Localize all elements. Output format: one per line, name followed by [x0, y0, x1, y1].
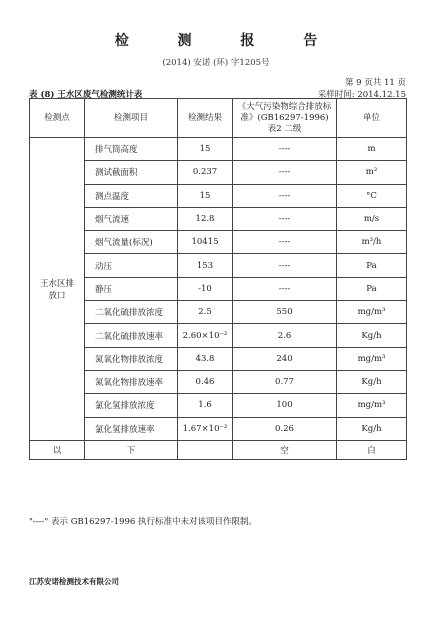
cell-unit: Kg/h [337, 370, 407, 393]
cell-unit: m [337, 138, 407, 161]
cell-standard: 0.26 [233, 417, 337, 440]
table-row [30, 370, 407, 393]
page-info: 第 9 页共 11 页 [344, 78, 406, 88]
cell-standard: 240 [233, 347, 337, 370]
table-header-row [30, 99, 407, 138]
end-row-cell: 下 [85, 440, 178, 459]
cell-item: 烟气流量(标况) [85, 231, 178, 254]
sampling-point-cell: 王水区排放口 [30, 138, 85, 441]
cell-standard: ---- [233, 277, 337, 300]
cell-result: 0.237 [178, 161, 233, 184]
cell-item: 测点温度 [85, 184, 178, 207]
cell-unit: m/s [337, 207, 407, 230]
cell-standard: 550 [233, 301, 337, 324]
document-number: (2014) 安诺 (环) 字1205号 [162, 58, 270, 68]
cell-result: 43.8 [178, 347, 233, 370]
cell-standard: ---- [233, 138, 337, 161]
cell-standard: 100 [233, 394, 337, 417]
cell-unit: mg/m³ [337, 347, 407, 370]
cell-result: 1.6 [178, 394, 233, 417]
report-title: 检 测 报 告 [114, 33, 340, 49]
end-row-cell: 空 [233, 440, 337, 459]
cell-result: 1.67×10⁻² [178, 417, 233, 440]
header-unit: 单位 [337, 99, 407, 138]
cell-item: 氯化氢排放速率 [85, 417, 178, 440]
end-of-table-row [30, 440, 407, 459]
table-row [30, 394, 407, 417]
table-row [30, 138, 407, 161]
cell-result: 15 [178, 184, 233, 207]
table-title: 表 (8) 王水区废气检测统计表 [29, 90, 143, 100]
cell-unit: Kg/h [337, 324, 407, 347]
end-row-cell: 以 [30, 440, 85, 459]
cell-result: -10 [178, 277, 233, 300]
cell-result: 15 [178, 138, 233, 161]
cell-standard: ---- [233, 207, 337, 230]
end-row-cell [178, 440, 233, 459]
table-row [30, 301, 407, 324]
header-point: 检测点 [30, 99, 85, 138]
table-row [30, 417, 407, 440]
cell-result: 2.60×10⁻² [178, 324, 233, 347]
cell-standard: ---- [233, 254, 337, 277]
cell-standard: 2.6 [233, 324, 337, 347]
cell-unit: m² [337, 161, 407, 184]
end-row-cell: 白 [337, 440, 407, 459]
table-row [30, 207, 407, 230]
table-row [30, 231, 407, 254]
cell-unit: m³/h [337, 231, 407, 254]
cell-result: 10415 [178, 231, 233, 254]
table-row [30, 347, 407, 370]
header-item: 检测项目 [85, 99, 178, 138]
cell-unit: °C [337, 184, 407, 207]
cell-item: 烟气流速 [85, 207, 178, 230]
cell-item: 氯化氢排放浓度 [85, 394, 178, 417]
sample-time: 采样时间: 2014.12.15 [317, 90, 406, 100]
table-row [30, 254, 407, 277]
cell-item: 测试截面积 [85, 161, 178, 184]
table-row [30, 324, 407, 347]
table-row [30, 184, 407, 207]
cell-result: 0.46 [178, 370, 233, 393]
cell-unit: Kg/h [337, 417, 407, 440]
table-row [30, 161, 407, 184]
company-name: 江苏安诺检测技术有限公司 [29, 577, 119, 586]
cell-result: 153 [178, 254, 233, 277]
cell-standard: ---- [233, 161, 337, 184]
cell-item: 氮氧化物排放速率 [85, 370, 178, 393]
cell-item: 二氧化硫排放速率 [85, 324, 178, 347]
cell-item: 排气筒高度 [85, 138, 178, 161]
emissions-table [29, 98, 407, 460]
table-row [30, 277, 407, 300]
cell-standard: 0.77 [233, 370, 337, 393]
cell-unit: Pa [337, 254, 407, 277]
cell-result: 12.8 [178, 207, 233, 230]
cell-item: 氮氧化物排放浓度 [85, 347, 178, 370]
cell-unit: mg/m³ [337, 301, 407, 324]
cell-unit: mg/m³ [337, 394, 407, 417]
footnote: "----" 表示 GB16297-1996 执行标准中未对该项目作限制。 [29, 517, 257, 527]
cell-standard: ---- [233, 231, 337, 254]
cell-item: 动压 [85, 254, 178, 277]
cell-item: 二氧化硫排放浓度 [85, 301, 178, 324]
cell-item: 静压 [85, 277, 178, 300]
header-result: 检测结果 [178, 99, 233, 138]
header-standard: 《大气污染物综合排放标准》(GB16297-1996) 表2 二级 [233, 99, 337, 138]
cell-standard: ---- [233, 184, 337, 207]
cell-unit: Pa [337, 277, 407, 300]
cell-result: 2.5 [178, 301, 233, 324]
